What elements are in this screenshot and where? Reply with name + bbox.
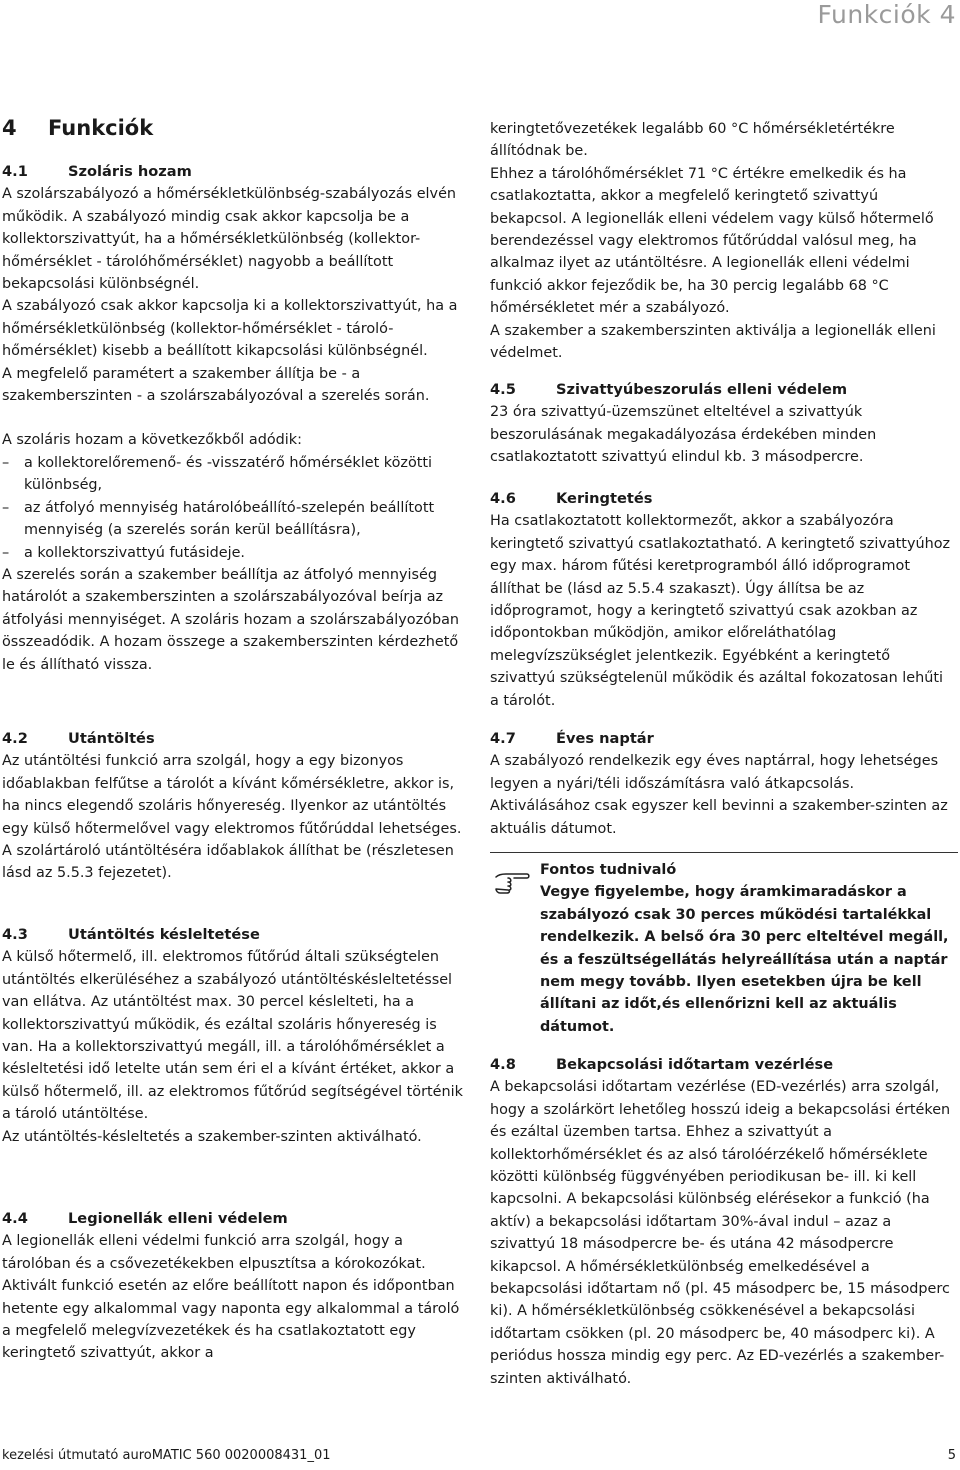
section-title: Éves naptár bbox=[556, 730, 654, 747]
paragraph: A szabályozó csak akkor kapcsolja ki a kollektorszivattyút, ha a hőmérsékletkülönbség (kollektor-hőmérséklet - tároló-hőmérséklet) kisebb a beállított kikapcsolási különbségnél. bbox=[2, 298, 458, 360]
chapter-title-text: Funkciók bbox=[48, 116, 154, 140]
section-number: 4.8 bbox=[490, 1056, 516, 1073]
paragraph: A szabályozó rendelkezik egy éves naptárral, hogy lehetséges legyen a nyári/téli időszámításra való átkapcsolás. Aktiválásához csak egyszer kell bevinni a szakember-szinten az aktuális dátumot. bbox=[490, 753, 948, 837]
section-4-4-continued bbox=[490, 118, 956, 364]
section-heading bbox=[2, 1208, 468, 1230]
paragraph: A szolárszabályozó a hőmérsékletkülönbség-szabályozás elvén működik. A szabályozó mindig csak akkor kapcsolja be a kollektorszivattyút, ha a hőmérsékletkülönbség (kollektor-hőmérséklet - tárolóhőmérséklet) nagyobb a beállított bekapcsolási különbségnél. bbox=[2, 186, 457, 293]
paragraph: A szoláris hozam a következőkből adódik: bbox=[2, 432, 302, 449]
section-title: Legionellák elleni védelem bbox=[68, 1210, 288, 1227]
section-number: 4.5 bbox=[490, 381, 516, 398]
paragraph: A legionellák elleni védelmi funkció arra szolgál, hogy a tárolóban és a csővezetékekben elpusztítsa a kórokozókat. bbox=[2, 1233, 426, 1272]
paragraph: A bekapcsolási időtartam vezérlése (ED-vezérlés) arra szolgál, hogy a szolárkört lehetőleg hosszú ideig a bekapcsolási értéken és ezáltal üzemben tartsa. Ehhez a szivattyút a kollektorhőmérséklet és az alsó tárolóérzékelő hőmérséklete közötti különbség függvényében periodikusan be- ill. ki kell kapcsolni. A bekapcsolási különbség elérésekor a funkció (ha aktív) a bekapcsolási időtartam 30%-ával indul – azaz a szivattyú 18 másodpercre be- és utána 42 másodpercre kikapcsol. A hőmérsékletkülönbség emelkedésével a bekapcsolási időtartam nő (pl. 45 másodperc be, 15 másodperc ki). A hőmérsékletkülönbség csökkenésével a bekapcsolási időtartam csökken (pl. 20 másodperc be, 40 másodperc ki). A periódus hossza mindig egy perc. Az ED-vezérlés a szakember-szinten aktiválható. bbox=[490, 1079, 951, 1387]
bullet-list bbox=[2, 452, 468, 564]
section-title: Szivattyúbeszorulás elleni védelem bbox=[556, 381, 848, 398]
section-heading bbox=[490, 728, 956, 750]
paragraph: Az utántöltés-késleltetés a szakember-szinten aktiválható. bbox=[2, 1128, 422, 1145]
list-item: – a kollektorszivattyú futásideje. bbox=[2, 542, 468, 564]
section-4-4 bbox=[2, 1208, 468, 1365]
section-4-2 bbox=[2, 728, 468, 885]
paragraph: Ha csatlakoztatott kollektormezőt, akkor a szabályozóra keringtető szivattyú csatlakoztatható. A keringtető szivattyúhoz egy max. három fűtési keretprogramból álló időprogramot állíthat be (lásd az 5.5.4 szakaszt). Úgy állítsa be az időprogramot, hogy a keringtető szivattyú csak azokban az időpontokban működjön, amikor előreláthatólag melegvízszükséglet jelentkezik. Egyébként a keringtető szivattyú szükségtelenül működik és azáltal fokozatosan lehűti a tárolót. bbox=[490, 513, 951, 709]
pointing-hand-icon bbox=[494, 863, 532, 895]
page-number: 5 bbox=[947, 1448, 956, 1463]
footer-document-title: kezelési útmutató auroMATIC 560 0020008431_01 bbox=[2, 1448, 331, 1463]
chapter-number: 4 bbox=[2, 116, 17, 140]
paragraph: keringtetővezetékek legalább 60 °C hőmérsékletértékre állítódnak be. bbox=[490, 121, 895, 160]
section-number: 4.1 bbox=[2, 163, 28, 180]
section-title: Utántöltés bbox=[68, 730, 155, 747]
paragraph: A szerelés során a szakember beállítja az átfolyó mennyiség határolót a szakemberszinten a szolárszabályozóval beírja az átfolyási mennyiséget. A szoláris hozam a szolárszabályozóban összeadódik. A hozam összege a szakemberszinten kérdezhető le és állítható vissza. bbox=[2, 566, 460, 673]
section-title: Bekapcsolási időtartam vezérlése bbox=[556, 1056, 834, 1073]
section-heading bbox=[490, 488, 956, 510]
note-title: Fontos tudnivaló bbox=[540, 862, 677, 878]
section-heading bbox=[2, 161, 468, 183]
paragraph: A szakember a szakemberszinten aktiválja a legionellák elleni védelmet. bbox=[490, 322, 936, 362]
note-body bbox=[540, 859, 958, 1038]
section-4-5 bbox=[490, 379, 956, 469]
section-number: 4.7 bbox=[490, 730, 516, 747]
section-number: 4.2 bbox=[2, 730, 28, 747]
section-number: 4.6 bbox=[490, 490, 516, 507]
section-4-3 bbox=[2, 924, 468, 1148]
list-item: – az átfolyó mennyiség határolóbeállító-szelepén beállított mennyiség (a szerelés során kerül beállításra), bbox=[2, 497, 468, 542]
list-item: – a kollektorelőremenő- és -visszatérő hőmérséklet közötti különbség, bbox=[2, 452, 468, 497]
section-4-8 bbox=[490, 1054, 956, 1390]
paragraph: Ehhez a tárolóhőmérséklet 71 °C értékre emelkedik és ha csatlakoztatta, akkor a megfelelő keringtető szivattyú bekapcsol. A legionellák elleni védelem vagy külső hőtermelő berendezéssel vagy elektromos fűtőrúddal valósul meg, ha alkalmaz ilyet az utántöltésre. A legionellák elleni védelmi funkció akkor fejeződik be, ha 30 percig legalább 68 °C hőmérsékletet mér a szabályozó. bbox=[490, 165, 934, 317]
section-heading bbox=[2, 924, 468, 946]
paragraph: A megfelelő paramétert a szakember állítja be - a szakemberszinten - a szolárszabályozóval a szerelés során. bbox=[2, 365, 430, 405]
paragraph: Az utántöltési funkció arra szolgál, hogy a egy bizonyos időablakban felfűtse a tárolót a kívánt kőmérsékletre, akkor is, ha nincs elegendő szoláris hőnyereség. Ilyenkor az utántöltés egy külső hőtermelővel vagy elektromos fűtőrúddal lehetséges. A szolártároló utántöltéséra időablakok állíthat be (részletesen lásd az 5.5.3 fejezetet). bbox=[2, 753, 462, 882]
section-4-7 bbox=[490, 728, 956, 840]
paragraph: 23 óra szivattyú-üzemszünet elteltével a szivattyúk beszorulásának megakadályozása érdekében minden csatlakoztatott szivattyú elindul kb. 3 másodpercre. bbox=[490, 404, 877, 466]
section-4-6 bbox=[490, 488, 956, 712]
section-heading bbox=[490, 379, 956, 401]
section-number: 4.3 bbox=[2, 926, 28, 943]
section-title: Szoláris hozam bbox=[68, 163, 192, 180]
section-heading bbox=[490, 1054, 956, 1076]
section-title: Keringtetés bbox=[556, 490, 653, 507]
section-4-1 bbox=[2, 161, 468, 676]
running-header: Funkciók 4 bbox=[817, 0, 956, 29]
section-number: 4.4 bbox=[2, 1210, 28, 1227]
paragraph: A külső hőtermelő, ill. elektromos fűtőrúd általi szükségtelen utántöltés elkerüléséhez a szabályozó utántöltéskésleltetéssel van ellátva. Az utántöltést max. 30 percel késlelteti, ha a kollektorszivattyú működik, és ezáltal szoláris hőnyereség is van. Ha a kollektorszivattyú megáll, ill. a tárolóhőmérséklet a késleltetési idő letelte után sem éri el a kívánt értéket, akkor a külső hőtermelő, ill. az elektromos fűtőrúd segítségével történik a tároló utántöltése. bbox=[2, 949, 463, 1123]
paragraph: Aktivált funkció esetén az előre beállított napon és időpontban hetente egy alkalommal vagy naponta egy alkalommal a tároló a megfelelő melegvízvezetékek és ha csatlakoztatott egy keringtető szivattyút, akkor a bbox=[2, 1278, 460, 1362]
important-note bbox=[490, 852, 958, 1038]
section-heading bbox=[2, 728, 468, 750]
section-title: Utántöltés késleltetése bbox=[68, 926, 260, 943]
note-text: Vegye figyelembe, hogy áramkimaradáskor a szabályozó csak 30 perces működési tartalékkal rendelkezik. A belső óra 30 perc elteltével megáll, és a feszültségellátás helyreállítása után a naptár nem megy tovább. Ilyen esetekben újra be kell állítani az időt,és ellenőrizni kell az aktuális dátumot. bbox=[540, 884, 949, 1035]
chapter-title bbox=[2, 115, 153, 141]
